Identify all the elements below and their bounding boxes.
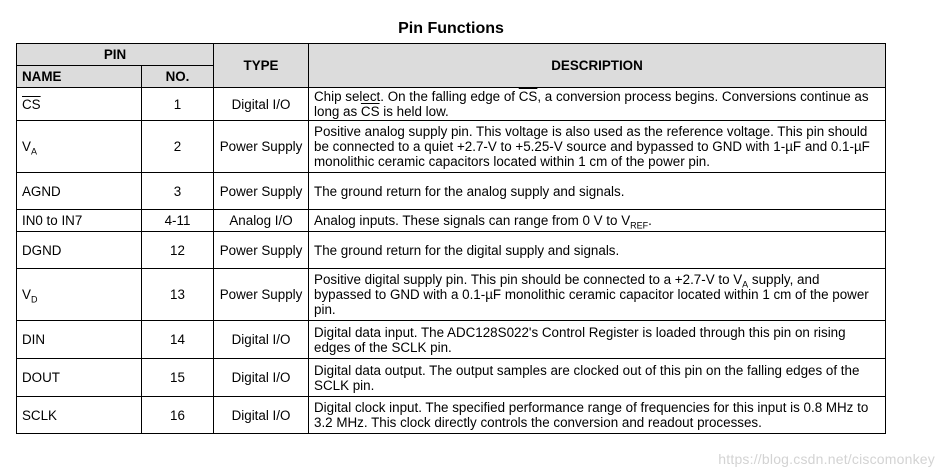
header-name: NAME [17, 66, 142, 88]
header-type: TYPE [214, 44, 309, 88]
pin-functions-table [16, 43, 886, 434]
pin-type: Digital I/O [214, 397, 309, 434]
pin-number: 1 [142, 88, 214, 121]
header-no: NO. [142, 66, 214, 88]
pin-type: Digital I/O [214, 88, 309, 121]
table-row [17, 269, 886, 321]
pin-description: Positive analog supply pin. This voltage is also used as the reference voltage. This pin should be connected to a quiet +2.7-V to +5.25-V source and bypassed to GND with 1-µF and 0.1-µF monolithic ceramic capacitors located within 1 cm of the power pin. [309, 121, 886, 173]
pin-number: 15 [142, 359, 214, 397]
pin-name: DGND [17, 232, 142, 269]
table-row [17, 173, 886, 210]
pin-name: SCLK [17, 397, 142, 434]
table-row [17, 397, 886, 434]
table-row [17, 210, 886, 232]
pin-description: The ground return for the analog supply and signals. [309, 173, 886, 210]
pin-name: $V_A$ [17, 121, 142, 173]
pin-type: Analog I/O [214, 210, 309, 232]
table-row [17, 121, 886, 173]
pin-description: Digital data input. The ADC128S022's Control Register is loaded through this pin on rising edges of the SCLK pin. [309, 321, 886, 359]
pin-name: DIN [17, 321, 142, 359]
pin-type: Digital I/O [214, 321, 309, 359]
pin-name: DOUT [17, 359, 142, 397]
pin-number: 14 [142, 321, 214, 359]
pin-description: Chip select. On the falling edge of $\overline{CS}$, a conversion process begins. Conversions continue as long as $\overline{CS}$ is held low. [309, 88, 886, 121]
pin-number: 3 [142, 173, 214, 210]
watermark: https://blog.csdn.net/ciscomonkey [718, 451, 935, 467]
pin-type: Power Supply [214, 121, 309, 173]
pin-number: 16 [142, 397, 214, 434]
pin-description: Analog inputs. These signals can range from 0 V to $V_{REF}$. [309, 210, 886, 232]
pin-type: Power Supply [214, 173, 309, 210]
pin-description: Digital clock input. The specified performance range of frequencies for this input is 0.8 MHz to 3.2 MHz. This clock directly controls the conversion and readout processes. [309, 397, 886, 434]
pin-number: 13 [142, 269, 214, 321]
pin-number: 12 [142, 232, 214, 269]
pin-type: Digital I/O [214, 359, 309, 397]
table-row [17, 359, 886, 397]
header-description: DESCRIPTION [309, 44, 886, 88]
table-row [17, 321, 886, 359]
pin-name: $\overline{CS}$ [17, 88, 142, 121]
table-row [17, 88, 886, 121]
pin-name: $V_D$ [17, 269, 142, 321]
pin-type: Power Supply [214, 232, 309, 269]
pin-description: Positive digital supply pin. This pin should be connected to a +2.7-V to $V_A$ supply, and bypassed to GND with a 0.1-µF monolithic ceramic capacitor located within 1 cm of the power pin. [309, 269, 886, 321]
pin-number: 2 [142, 121, 214, 173]
pin-description: The ground return for the digital supply and signals. [309, 232, 886, 269]
table-title: Pin Functions [398, 20, 504, 37]
pin-name: IN0 to IN7 [17, 210, 142, 232]
table-row [17, 232, 886, 269]
header-pin: PIN [17, 44, 214, 66]
pin-name: AGND [17, 173, 142, 210]
pin-description: Digital data output. The output samples are clocked out of this pin on the falling edges of the SCLK pin. [309, 359, 886, 397]
pin-type: Power Supply [214, 269, 309, 321]
pin-number: 4-11 [142, 210, 214, 232]
